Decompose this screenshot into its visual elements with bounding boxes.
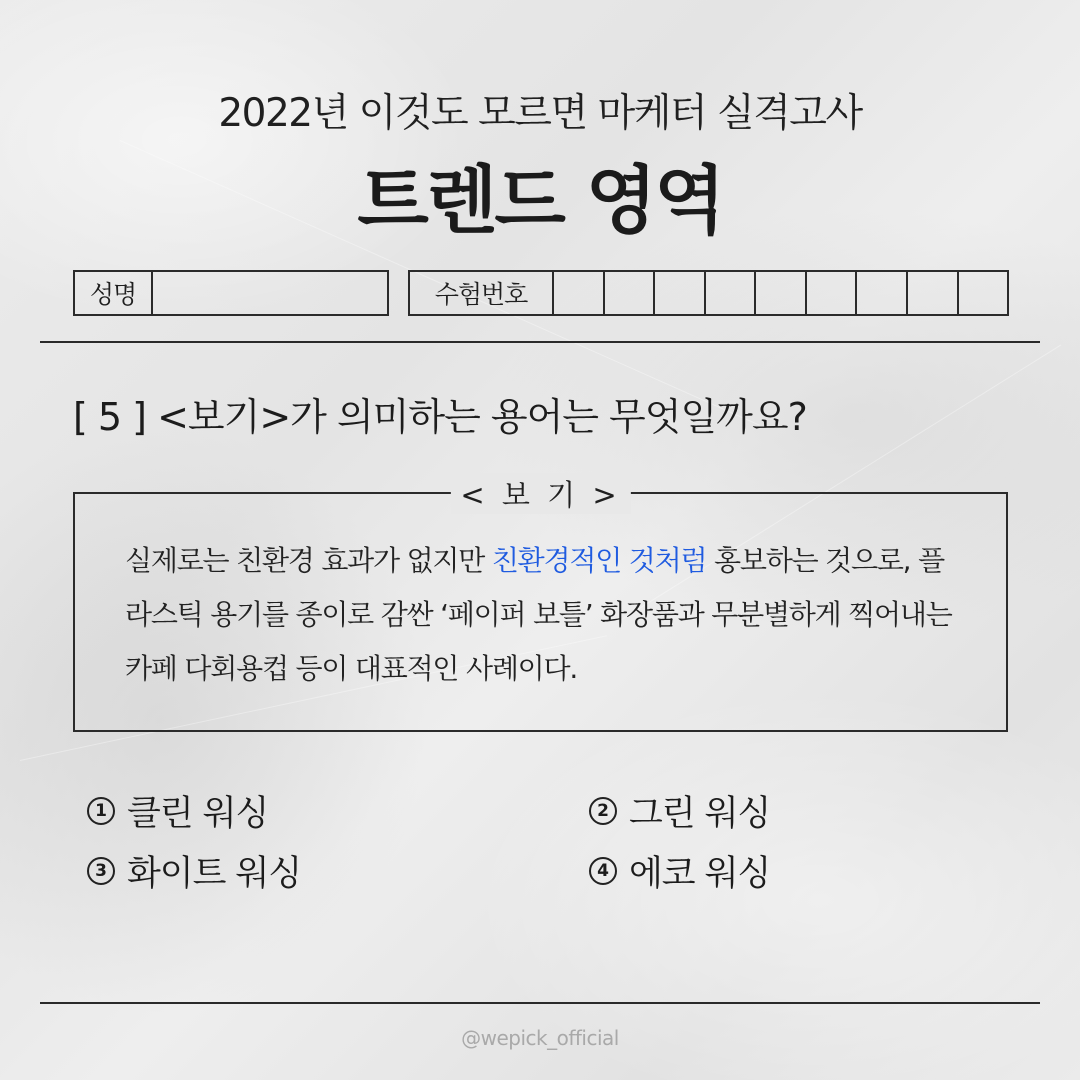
exam-number-cells[interactable]: [554, 272, 1007, 314]
circled-number-icon: 3: [87, 857, 115, 885]
example-text-end: 홍보하는 것으로, 플라스틱 용기를 종이로 감싼 ‘페이퍼 보틀’ 화장품과 무분별하게 찍어내는 카페 다회용컵 등이 대표적인 사례이다.: [125, 544, 952, 685]
exam-number-cell[interactable]: [857, 272, 908, 314]
example-text-start: 실제로는 친환경 효과가 없지만: [125, 544, 492, 577]
exam-subtitle: 2022년 이것도 모르면 마케터 실격고사: [218, 91, 862, 136]
circled-number-icon: 4: [589, 857, 617, 885]
circled-number-icon: 1: [87, 797, 115, 825]
exam-number-cell[interactable]: [706, 272, 757, 314]
option-label: 화이트 워싱: [127, 854, 302, 894]
option-2[interactable]: [589, 786, 770, 836]
name-input-area[interactable]: [153, 272, 387, 314]
bottom-divider: [40, 1002, 1040, 1004]
exam-number-label: 수험번호: [410, 272, 554, 314]
exam-number-cell[interactable]: [908, 272, 959, 314]
exam-number-cell[interactable]: [807, 272, 858, 314]
exam-number-cell[interactable]: [756, 272, 807, 314]
exam-number-field[interactable]: [408, 270, 1009, 316]
option-1[interactable]: [87, 786, 268, 836]
option-3[interactable]: [87, 846, 301, 896]
top-divider: [40, 341, 1040, 343]
name-label: 성명: [75, 272, 153, 314]
option-label: 에코 워싱: [629, 854, 771, 894]
exam-number-cell[interactable]: [554, 272, 605, 314]
option-4[interactable]: [589, 846, 770, 896]
exam-number-cell[interactable]: [959, 272, 1008, 314]
exam-title: 트렌드 영역: [357, 158, 723, 244]
circled-number-icon: 2: [589, 797, 617, 825]
name-field[interactable]: [73, 270, 389, 316]
footer-handle: @wepick_official: [461, 1026, 619, 1050]
option-label: 그린 워싱: [629, 794, 771, 834]
example-text: [125, 534, 965, 696]
option-label: 클린 워싱: [127, 794, 269, 834]
exam-number-cell[interactable]: [655, 272, 706, 314]
example-title: < 보 기 >: [450, 473, 630, 514]
question-text: [ 5 ] <보기>가 의미하는 용어는 무엇일까요?: [73, 395, 807, 439]
example-box: [73, 478, 1008, 732]
exam-number-cell[interactable]: [605, 272, 656, 314]
example-highlight: 친환경적인 것처럼: [491, 544, 707, 577]
